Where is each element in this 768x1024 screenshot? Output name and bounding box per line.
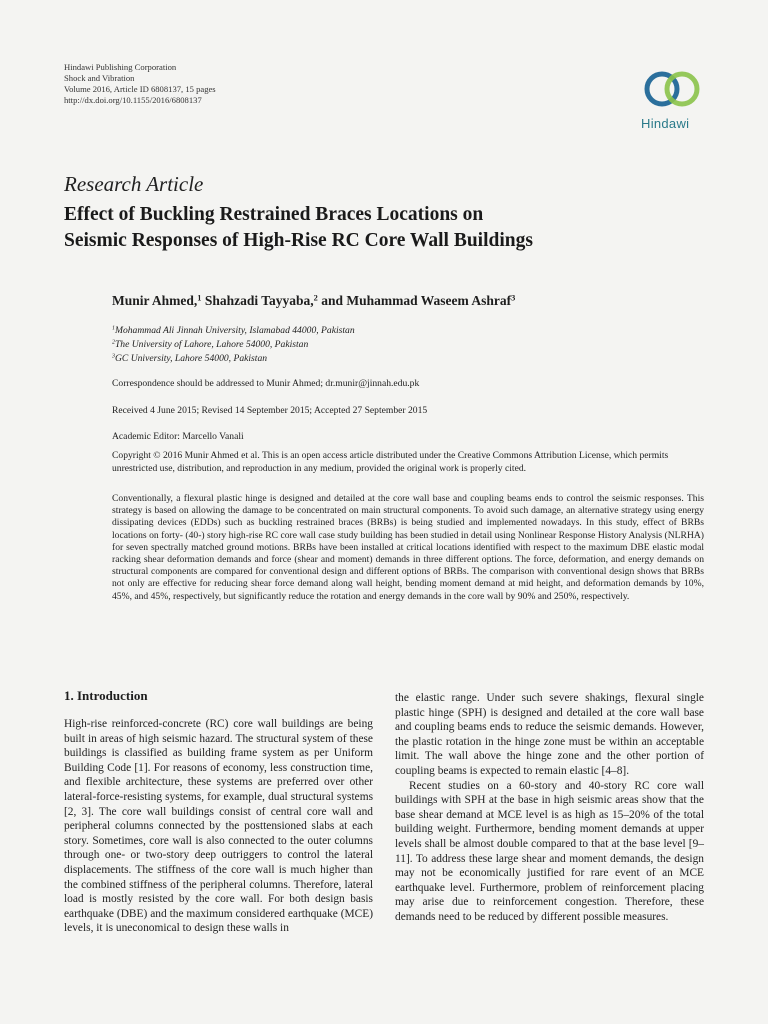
paragraph: the elastic range. Under such severe shakings, flexural single plastic hinge (SPH) is designed and detailed at the core wall base and coupling beams ends to reduce the seismic demands. However, the plastic rotation in the hinge zone must be within an acceptable limit. The wall above the hinge zone and the other portion of coupling beams is expected to remain elastic [4–8]. [395,692,704,777]
affiliation-mark: 2 [313,293,318,303]
doi-link[interactable]: http://dx.doi.org/10.1155/2016/6808137 [64,95,202,105]
abstract-text: Conventionally, a flexural plastic hinge is designed and detailed at the core wall base and coupling beams ends to control the seismic responses. This strategy is based on allowing the damage to be concentrated on main structural components. To avoid such damage, an alternative strategy using energy dissipating devices (EDDs) such as buckling restrained braces (BRBs) is being studied and implemented nowadays. In this study, effect of BRBs locations on forty- (40-) story high-rise RC core wall case study building has been studied in detail using Nonlinear Response History Analysis (NLRHA) for seven spectrally matched ground motions. BRBs have been installed at critical locations identified with respect to the maximum DBE elastic modal racking shear deformation demands and force (shear and moment) demands in three different options. The force, deformation, and energy demands on structural components are compared for conventional design and different options of BRBs. The comparison with conventional design shows that BRBs not only are effective for reducing shear force demand along wall height, bending moment demand at mid height, and deformation demands by 10%, 45%, and 45%, respectively, but significantly reduce the rotation and energy demands in the core wall by 90% and 250%, respectively. [112,493,704,602]
publisher-name: Hindawi Publishing Corporation [64,62,177,72]
journal-name: Shock and Vibration [64,73,135,83]
paragraph: Recent studies on a 60-story and 40-story RC core wall buildings with SPH at the base in high seismic areas show that the base shear demand at MCE level is as high as 15–20% of the total building weight. Furthermore, bending moment demands at upper levels shall be almost double compared to that at the base level [9–11]. To address these large shear and moment demands, the design may not be economically justified for rare event of an MCE earthquake level. Furthermore, problem of reinforcement placing may arise due to reinforcement congestion. Therefore, these demands need to be reduced by different possible measures. [395,779,704,923]
academic-editor: Academic Editor: Marcello Vanali [112,431,244,442]
journal-header [64,62,216,106]
affiliation-line: $^1$Mohammad Ali Jinnah University, Islamabad 44000, Pakistan [112,325,355,336]
body-column-right [395,691,704,925]
affiliations [112,324,355,366]
correspondence-line: Correspondence should be addressed to Munir Ahmed; dr.munir@jinnah.edu.pk [112,378,420,389]
affiliation-line: $^3$GC University, Lahore 54000, Pakistan [112,353,268,364]
section-heading: 1. Introduction [64,688,148,703]
title-line-2: Seismic Responses of High-Rise RC Core Wall Buildings [64,230,533,251]
author-name: Munir Ahmed, [112,293,198,308]
hindawi-logo-text: Hindawi [641,116,690,131]
author-name: Shahzadi Tayyaba, [201,293,314,308]
received-dates: Received 4 June 2015; Revised 14 September 2015; Accepted 27 September 2015 [112,405,428,416]
article-title [64,202,704,254]
paragraph: High-rise reinforced-concrete (RC) core wall buildings are being built in areas of high seismic hazard. The structural system of these buildings is classified as building frame system as per Uniform Building Code [1]. For reasons of economy, less construction time, and flexible architecture, these systems are preferred over other lateral-force-resisting systems, for example, dual structural systems [2, 3]. The core wall buildings consist of central core wall and peripheral columns connected by the posttensioned slabs at each story. Sometimes, core wall is also connected to the outer columns through one- or two-story deep outriggers to control the lateral displacements. The stiffness of the core wall is much higher than the combined stiffness of the peripheral columns. Therefore, lateral load is mostly resisted by the core wall. For both design basis earthquake (DBE) and the maximum considered earthquake (MCE) levels, it is uneconomical to design these walls in [64,718,373,935]
article-type: Research Article [64,172,204,196]
copyright-notice: Copyright © 2016 Munir Ahmed et al. This is an open access article distributed under the Creative Commons Attribution License, which permits unrestricted use, distribution, and reproduction in any medium, provided the original work is properly cited. [112,450,669,474]
title-line-1: Effect of Buckling Restrained Braces Locations on [64,204,484,225]
affiliation-mark: 1 [197,293,202,303]
affiliation-line: $^2$The University of Lahore, Lahore 54000, Pakistan [112,339,309,350]
author-name: and Muhammad Waseem Ashraf [317,293,512,308]
body-column-left [64,717,373,936]
volume-info: Volume 2016, Article ID 6808137, 15 pages [64,84,216,94]
affiliation-mark: 3 [511,293,516,303]
author-list [112,293,515,309]
